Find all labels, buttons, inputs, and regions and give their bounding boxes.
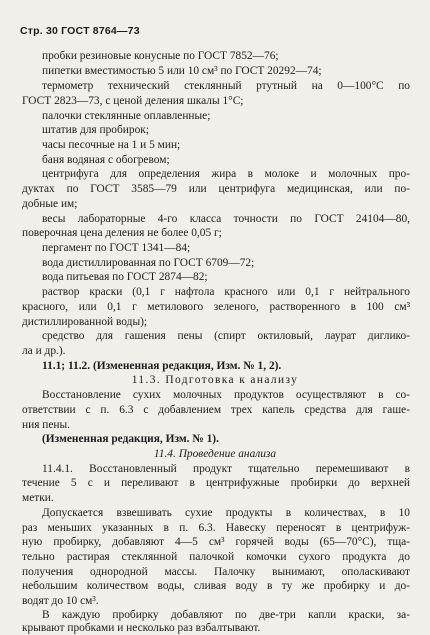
text-line: раз меньших указанных в п. 6.3. Навеску переносят в центрифуж- xyxy=(22,522,410,534)
text-line: Допускается взвешивать сухие продукты в количествах, в 10 xyxy=(42,507,410,519)
text-line: красного, или 0,1 г метилового зеленого, растворенного в 100 см³ xyxy=(22,301,410,313)
text-line: весы лабораторные 4-го класса точности по ГОСТ 24104—80, xyxy=(42,213,410,225)
text-line: дуктах по ГОСТ 3585—79 или центрифуга медицинская, или по- xyxy=(22,183,410,195)
text-line: В каждую пробирку добавляют по две-три капли краски, за- xyxy=(42,609,410,621)
text-line: добные им; xyxy=(22,198,78,210)
text-line: ГОСТ 2823—73, с ценой деления шкалы 1°С; xyxy=(22,95,244,107)
text-line: поверочная цена деления не более 0,05 г; xyxy=(22,227,222,239)
text-line: палочки стеклянные оплавленные; xyxy=(42,110,211,122)
section-heading: 11.4. Проведение анализа xyxy=(153,448,277,460)
text-line: водят до 10 см³. xyxy=(22,595,99,607)
text-line: вода дистиллированная по ГОСТ 6709—72; xyxy=(42,257,255,269)
text-line: ную пробирку, добавляют 4—5 см³ горячей воды (65—70°С), тща- xyxy=(22,536,410,548)
text-line: пергамент по ГОСТ 1341—84; xyxy=(42,242,191,254)
text-line: штатив для пробирок; xyxy=(42,124,149,136)
text-line: тельно растирая стеклянной палочкой комочки сухого продукта до xyxy=(22,551,410,563)
section-heading: 11.3. Подготовка к анализу xyxy=(131,374,299,386)
text-line: получения однородной массы. Палочку вынимают, ополаскивают xyxy=(22,566,410,578)
text-line: 11.4.1. Восстановленный продукт тщательно перемешивают в xyxy=(42,463,410,475)
text-line: пипетки вместимостью 5 или 10 см³ по ГОСТ 20292—74; xyxy=(42,65,322,77)
text-line: ответствии с п. 6.3 с добавлением трех капель средства для гаше- xyxy=(22,404,410,416)
text-line: течение 5 с и переливают в центрифужные пробирки до верхней xyxy=(22,477,410,489)
amendment-note: 11.1; 11.2. (Измененная редакция, Изм. № 1, 2). xyxy=(42,360,282,372)
text-line: баня водяная с обогревом; xyxy=(42,154,170,166)
text-line: термометр технический стеклянный ртутный на 0—100°С по xyxy=(42,80,410,92)
page-header: Стр. 30 ГОСТ 8764—73 xyxy=(20,25,140,37)
text-line: метки. xyxy=(22,492,54,504)
text-line: Восстановление сухих молочных продуктов осуществляют в со- xyxy=(42,389,410,401)
text-line: средство для гашения пены (спирт октиловый, лаурат диглико- xyxy=(42,330,410,342)
amendment-note: (Измененная редакция, Изм. № 1). xyxy=(42,433,219,445)
text-line: часы песочные на 1 и 5 мин; xyxy=(42,139,181,151)
text-line: раствор краски (0,1 г нафтола красного или 0,1 г нейтрального xyxy=(42,286,410,298)
text-line: пробки резиновые конусные по ГОСТ 7852—76; xyxy=(42,50,279,62)
text-line: небольшим количеством воды, сливая воду в ту же пробирку и до- xyxy=(22,580,410,592)
text-line: крывают пробками и несколько раз взбалтывают. xyxy=(22,622,261,634)
text-line: ния пены. xyxy=(22,419,71,431)
text-line: ла и др.). xyxy=(22,345,66,357)
text-line: вода питьевая по ГОСТ 2874—82; xyxy=(42,271,208,283)
text-line: дистиллированной воды); xyxy=(22,316,148,328)
text-line: центрифуга для определения жира в молоке и молочных про- xyxy=(42,168,410,180)
